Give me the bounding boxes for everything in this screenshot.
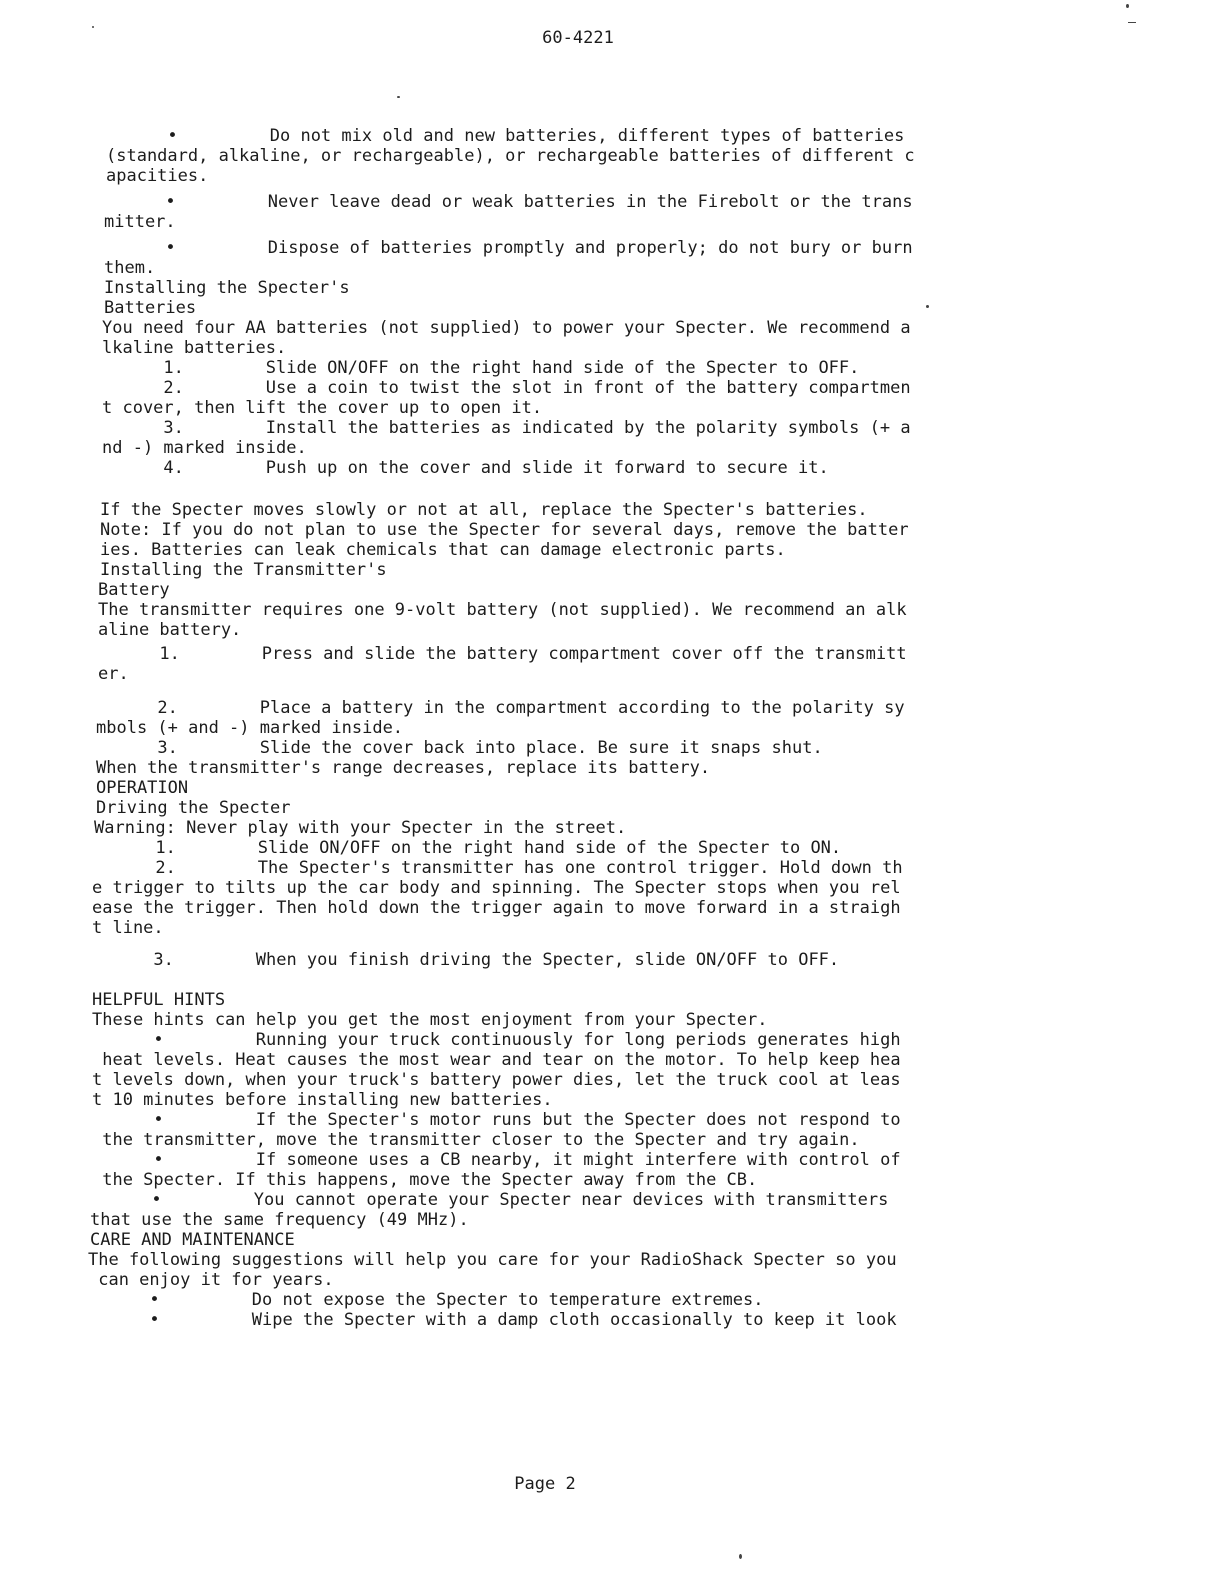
text-line: Installing the Transmitter's: [100, 560, 387, 580]
text-line: 2. The Specter's transmitter has one control trigger. Hold down th: [94, 858, 903, 878]
text-line: Note: If you do not plan to use the Specter for several days, remove the batter: [100, 520, 909, 540]
text-line: mitter.: [104, 212, 176, 232]
text-line: • If the Specter's motor runs but the Specter does not respond to: [92, 1110, 901, 1130]
text-line: These hints can help you get the most enjoyment from your Specter.: [92, 1010, 768, 1030]
text-line: The following suggestions will help you care for your RadioShack Specter so you: [88, 1250, 897, 1270]
text-line: • Dispose of batteries promptly and properly; do not bury or burn: [104, 238, 913, 258]
text-line: • Do not expose the Specter to temperature extremes.: [88, 1290, 764, 1310]
text-line: You need four AA batteries (not supplied) to power your Specter. We recommend a: [102, 318, 911, 338]
text-line: If the Specter moves slowly or not at all, replace the Specter's batteries.: [100, 500, 868, 520]
text-line: mbols (+ and -) marked inside.: [96, 718, 404, 738]
text-line: 2. Place a battery in the compartment according to the polarity sy: [96, 698, 905, 718]
text-line: the Specter. If this happens, move the Specter away from the CB.: [92, 1170, 758, 1190]
text-line: that use the same frequency (49 MHz).: [90, 1210, 469, 1230]
text-line: heat levels. Heat causes the most wear and tear on the motor. To help keep hea: [92, 1050, 901, 1070]
text-line: (standard, alkaline, or rechargeable), or rechargeable batteries of different c: [106, 146, 915, 166]
scan-speck: [926, 305, 929, 308]
text-line: • Never leave dead or weak batteries in the Firebolt or the trans: [104, 192, 913, 212]
paragraph-gap: [92, 970, 1047, 990]
text-line: them.: [104, 258, 156, 278]
text-line: • You cannot operate your Specter near devices with transmitters: [90, 1190, 889, 1210]
text-line: • Wipe the Specter with a damp cloth occasionally to keep it look: [88, 1310, 897, 1330]
text-line: e trigger to tilts up the car body and spinning. The Specter stops when you rel: [92, 878, 901, 898]
text-line: Installing the Specter's: [104, 278, 350, 298]
scan-speck: [397, 96, 400, 98]
text-line: t cover, then lift the cover up to open it.: [102, 398, 543, 418]
scan-speck: [1128, 22, 1136, 23]
text-line: • If someone uses a CB nearby, it might interfere with control of: [92, 1150, 901, 1170]
document-body: [88, 126, 1047, 1330]
text-line: 3. Slide the cover back into place. Be sure it snaps shut.: [96, 738, 823, 758]
text-line: apacities.: [106, 166, 209, 186]
text-line: t 10 minutes before installing new batteries.: [92, 1090, 553, 1110]
text-line: When the transmitter's range decreases, replace its battery.: [96, 758, 711, 778]
paragraph-gap: [92, 684, 1047, 698]
page-number: Page 2: [514, 1474, 576, 1494]
text-line: Battery: [98, 580, 170, 600]
text-line: 1. Press and slide the battery compartment cover off the transmitt: [98, 644, 907, 664]
document-number: 60-4221: [542, 28, 614, 48]
text-line: 3. Install the batteries as indicated by the polarity symbols (+ a: [102, 418, 911, 438]
text-line: 3. When you finish driving the Specter, slide ON/OFF to OFF.: [92, 950, 840, 970]
text-line: aline battery.: [98, 620, 242, 640]
text-line: can enjoy it for years.: [88, 1270, 334, 1290]
text-line: • Do not mix old and new batteries, different types of batteries: [106, 126, 905, 146]
text-line: er.: [98, 664, 129, 684]
text-line: Warning: Never play with your Specter in the street.: [94, 818, 627, 838]
text-line: Driving the Specter: [96, 798, 291, 818]
text-line: CARE AND MAINTENANCE: [90, 1230, 295, 1250]
text-line: OPERATION: [96, 778, 189, 798]
text-line: The transmitter requires one 9-volt battery (not supplied). We recommend an alk: [98, 600, 907, 620]
scan-speck: [92, 26, 94, 28]
paragraph-gap: [92, 938, 1047, 950]
text-line: HELPFUL HINTS: [92, 990, 226, 1010]
text-line: ies. Batteries can leak chemicals that can damage electronic parts.: [100, 540, 786, 560]
text-line: lkaline batteries.: [102, 338, 287, 358]
text-line: nd -) marked inside.: [102, 438, 307, 458]
scan-speck: [1126, 4, 1129, 8]
text-line: • Running your truck continuously for long periods generates high: [92, 1030, 901, 1050]
text-line: 1. Slide ON/OFF on the right hand side of the Specter to ON.: [94, 838, 842, 858]
text-line: 1. Slide ON/OFF on the right hand side of the Specter to OFF.: [102, 358, 860, 378]
paragraph-gap: [92, 478, 1047, 500]
text-line: the transmitter, move the transmitter closer to the Specter and try again.: [92, 1130, 860, 1150]
text-line: t line.: [92, 918, 164, 938]
text-line: Batteries: [104, 298, 197, 318]
text-line: ease the trigger. Then hold down the trigger again to move forward in a straigh: [92, 898, 901, 918]
text-line: 2. Use a coin to twist the slot in front of the battery compartmen: [102, 378, 911, 398]
text-line: t levels down, when your truck's battery power dies, let the truck cool at leas: [92, 1070, 901, 1090]
text-line: 4. Push up on the cover and slide it forward to secure it.: [102, 458, 829, 478]
scan-speck: [739, 1554, 742, 1559]
